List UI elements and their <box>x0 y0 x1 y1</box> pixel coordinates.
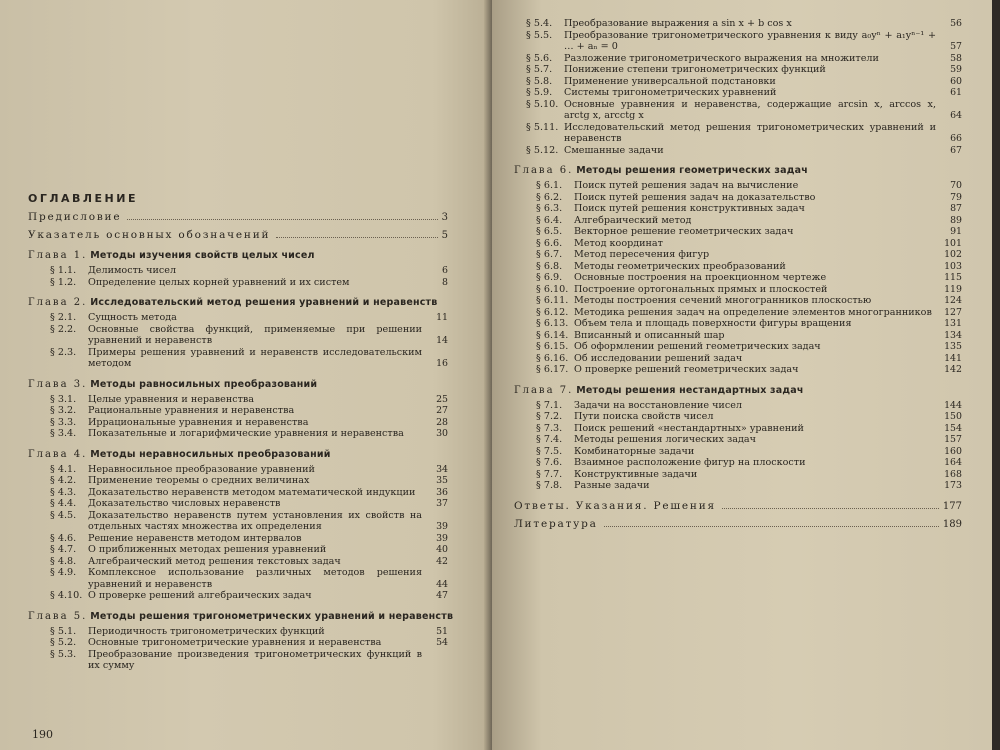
leader-dots <box>722 508 939 509</box>
section-page: 14 <box>436 335 448 346</box>
chapter-heading <box>514 385 962 396</box>
section-page: 141 <box>944 352 962 364</box>
section-page: 60 <box>950 75 962 87</box>
toc-section-entry <box>536 364 962 376</box>
section-page: 79 <box>950 191 962 203</box>
section-page: 58 <box>950 52 962 64</box>
left-chapters <box>28 250 454 672</box>
toc-heading: ОГЛАВЛЕНИЕ <box>28 192 138 205</box>
chapter-5-continued <box>526 18 962 156</box>
section-page: 34 <box>436 463 448 475</box>
section-title: Смешанные задачи <box>564 144 664 156</box>
toc-section-entry <box>50 498 448 510</box>
section-page: 8 <box>442 276 448 288</box>
section-page: 150 <box>944 411 962 422</box>
toc-section-entry <box>536 238 962 250</box>
notation-title: Указатель основных обозначений <box>28 229 271 241</box>
section-title: Комплексное использование различных методов решения уравнений и неравенств <box>88 567 422 590</box>
toc-section-entry <box>536 353 962 365</box>
toc-section-entry <box>50 510 448 533</box>
toc-section-entry <box>526 87 962 99</box>
section-number: § 5.10. <box>526 98 559 110</box>
toc-section-entry <box>50 394 448 406</box>
section-title: Объем тела и площадь поверхности фигуры вращения <box>574 318 852 329</box>
section-title: Сущность метода <box>88 312 177 323</box>
section-title: Пути поиска свойств чисел <box>574 411 714 422</box>
section-number: § 3.2. <box>50 405 77 416</box>
section-number: § 5.5. <box>526 29 553 41</box>
section-page: 119 <box>944 283 962 295</box>
toc-section-entry <box>536 307 962 319</box>
section-number: § 5.2. <box>50 637 77 648</box>
chapter-sections <box>536 180 962 376</box>
section-number: § 3.1. <box>50 393 77 405</box>
toc-section-entry <box>536 203 962 215</box>
section-page: 36 <box>436 486 448 498</box>
toc-section-entry <box>526 53 962 65</box>
section-page: 87 <box>950 203 962 214</box>
chapter-title: Методы равносильных преобразований <box>90 378 318 390</box>
section-number: § 3.4. <box>50 428 77 439</box>
section-number: § 6.1. <box>536 180 563 191</box>
section-number: § 5.9. <box>526 87 553 98</box>
section-page: 124 <box>944 295 962 306</box>
toc-section-entry <box>50 464 448 476</box>
section-number: § 2.1. <box>50 312 77 323</box>
section-page: 168 <box>944 468 962 480</box>
chapter-label: Глава 4. <box>28 448 88 460</box>
section-number: § 4.4. <box>50 498 77 509</box>
section-title: Метод пересечения фигур <box>574 249 710 260</box>
section-number: § 7.7. <box>536 468 563 480</box>
section-page: 144 <box>944 399 962 411</box>
chapter-heading <box>28 610 454 622</box>
toc-section-entry <box>50 417 448 429</box>
section-page: 35 <box>436 475 448 486</box>
left-page <box>0 0 492 750</box>
section-title: Метод координат <box>574 237 663 249</box>
section-number: § 7.5. <box>536 445 563 457</box>
page-edge <box>992 0 1000 750</box>
section-number: § 6.6. <box>536 237 563 249</box>
section-number: § 6.3. <box>536 203 563 214</box>
section-number: § 2.3. <box>50 346 77 358</box>
section-number: § 6.15. <box>536 341 569 352</box>
section-title: О проверке решений алгебраических задач <box>88 590 312 601</box>
section-number: § 3.3. <box>50 416 77 428</box>
section-number: § 4.7. <box>50 544 77 555</box>
section-title: Понижение степени тригонометрических функций <box>564 64 826 75</box>
section-page: 134 <box>944 329 962 341</box>
section-page: 127 <box>944 306 962 318</box>
section-title: Вписанный и описанный шар <box>574 329 725 341</box>
toc-section-entry <box>536 400 962 412</box>
section-number: § 5.11. <box>526 121 559 133</box>
section-title: Разложение тригонометрического выражения на множители <box>564 52 879 64</box>
section-page: 30 <box>436 428 448 439</box>
section-number: § 7.6. <box>536 457 563 468</box>
section-number: § 5.6. <box>526 52 553 64</box>
section-number: § 7.4. <box>536 434 563 445</box>
chapter-title: Методы неравносильных преобразований <box>90 448 331 460</box>
section-title: Основные уравнения и неравенства, содержащие arcsin x, arccos x, arctg x, arcctg x <box>564 98 936 121</box>
right-page <box>492 0 992 750</box>
chapter-title: Методы решения нестандартных задач <box>576 384 804 396</box>
chapter-heading <box>28 449 448 460</box>
toc-section-entry <box>50 405 448 417</box>
toc-section-entry <box>536 341 962 353</box>
section-page: 164 <box>944 457 962 468</box>
toc-section-entry <box>536 434 962 446</box>
section-number: § 4.10. <box>50 590 83 601</box>
section-number: § 4.2. <box>50 475 77 486</box>
section-title: Преобразование тригонометрического уравнения к виду a₀yⁿ + a₁yⁿ⁻¹ + … + aₙ = 0 <box>564 29 936 52</box>
section-page: 115 <box>944 272 962 283</box>
section-number: § 4.9. <box>50 567 77 578</box>
section-number: § 6.9. <box>536 272 563 283</box>
toc-section-entry <box>536 318 962 330</box>
section-number: § 6.2. <box>536 191 563 203</box>
section-title: Основные построения на проекционном чертеже <box>574 272 827 283</box>
section-title: Периодичность тригонометрических функций <box>88 625 325 637</box>
section-title: Поиск решений «нестандартных» уравнений <box>574 422 804 434</box>
section-number: § 7.8. <box>536 480 563 491</box>
toc-section-entry <box>536 180 962 192</box>
section-title: Поиск путей решения задач на доказательство <box>574 191 816 203</box>
section-title: Определение целых корней уравнений и их систем <box>88 276 350 288</box>
section-title: Основные свойства функций, применяемые при решении уравнений и неравенств <box>88 323 422 346</box>
section-title: Применение теоремы о средних величинах <box>88 475 310 486</box>
chapter-title: Методы изучения свойств целых чисел <box>90 250 315 261</box>
section-page: 16 <box>436 358 448 369</box>
section-title: Основные тригонометрические уравнения и неравенства <box>88 637 382 648</box>
chapter-sections <box>536 400 962 492</box>
preface-entry <box>28 211 448 223</box>
toc-section-entry <box>50 567 448 590</box>
toc-section-entry <box>50 347 448 370</box>
section-title: Рациональные уравнения и неравенства <box>88 405 295 416</box>
section-title: Примеры решения уравнений и неравенств исследовательским методом <box>88 346 422 369</box>
section-page: 70 <box>950 180 962 191</box>
leader-dots <box>276 237 437 238</box>
section-page: 56 <box>950 18 962 29</box>
section-number: § 4.6. <box>50 532 77 544</box>
toc-section-entry <box>536 446 962 458</box>
chapter-sections <box>50 312 448 370</box>
literature-page: 189 <box>942 518 962 530</box>
section-number: § 6.12. <box>536 306 569 318</box>
section-number: § 6.14. <box>536 329 569 341</box>
toc-section-entry <box>50 626 448 638</box>
section-number: § 6.16. <box>536 352 569 364</box>
section-number: § 6.5. <box>536 226 563 237</box>
chapter-title: Исследовательский метод решения уравнений и неравенств <box>90 297 438 308</box>
section-number: § 4.3. <box>50 486 77 498</box>
section-page: 102 <box>944 249 962 260</box>
section-page: 57 <box>950 41 962 52</box>
section-title: Преобразование выражения a sin x + b cos x <box>564 18 792 29</box>
section-title: Решение неравенств методом интервалов <box>88 532 302 544</box>
toc-section-entry <box>50 277 448 289</box>
section-number: § 6.8. <box>536 260 563 272</box>
chapter-heading <box>28 250 448 261</box>
section-title: Построение ортогональных прямых и плоскостей <box>574 283 828 295</box>
toc-section-entry <box>536 295 962 307</box>
toc-section-entry <box>50 475 448 487</box>
toc-section-entry <box>526 145 962 157</box>
section-number: § 2.2. <box>50 323 77 335</box>
toc-section-entry <box>536 457 962 469</box>
section-number: § 6.4. <box>536 214 563 226</box>
section-title: О приближенных методах решения уравнений <box>88 544 327 555</box>
toc-section-entry <box>536 226 962 238</box>
toc-section-entry <box>50 556 448 568</box>
section-number: § 6.13. <box>536 318 569 329</box>
toc-section-entry <box>536 261 962 273</box>
section-page: 135 <box>944 341 962 352</box>
toc-section-entry <box>536 330 962 342</box>
toc-section-entry <box>526 30 962 53</box>
section-title: Доказательство числовых неравенств <box>88 498 281 509</box>
section-title: Разные задачи <box>574 480 650 491</box>
toc-section-entry <box>526 76 962 88</box>
section-title: Взаимное расположение фигур на плоскости <box>574 457 806 468</box>
chapter-title: Методы решения геометрических задач <box>576 165 808 176</box>
section-number: § 6.7. <box>536 249 563 260</box>
section-number: § 6.10. <box>536 283 569 295</box>
section-number: § 4.5. <box>50 509 77 521</box>
toc-section-entry <box>50 265 448 277</box>
section-page: 131 <box>944 318 962 329</box>
section-title: Поиск путей решения задач на вычисление <box>574 180 799 191</box>
preface-title: Предисловие <box>28 211 122 223</box>
section-number: § 4.1. <box>50 463 77 475</box>
section-number: § 5.3. <box>50 648 77 660</box>
section-title: Конструктивные задачи <box>574 468 698 480</box>
section-number: § 7.3. <box>536 422 563 434</box>
chapter-label: Глава 7. <box>514 384 574 396</box>
section-title: Целые уравнения и неравенства <box>88 393 255 405</box>
section-number: § 1.2. <box>50 276 77 288</box>
section-page: 91 <box>950 226 962 237</box>
answers-entry <box>514 500 962 512</box>
section-page: 173 <box>944 480 962 491</box>
section-title: Алгебраический метод решения текстовых задач <box>88 555 341 567</box>
section-title: Алгебраический метод <box>574 214 692 226</box>
toc-section-entry <box>50 533 448 545</box>
section-number: § 4.8. <box>50 555 77 567</box>
toc-section-entry <box>536 480 962 492</box>
toc-section-entry <box>526 99 962 122</box>
section-number: § 6.17. <box>536 364 569 375</box>
section-title: Векторное решение геометрических задач <box>574 226 794 237</box>
section-title: Исследовательский метод решения тригонометрических уравнений и неравенств <box>564 121 936 144</box>
section-title: Методы геометрических преобразований <box>574 260 786 272</box>
section-title: Системы тригонометрических уравнений <box>564 87 777 98</box>
section-number: § 7.2. <box>536 411 563 422</box>
section-page: 39 <box>436 532 448 544</box>
section-number: § 6.11. <box>536 295 569 306</box>
toc-section-entry <box>526 64 962 76</box>
section-title: Иррациональные уравнения и неравенства <box>88 416 309 428</box>
section-page: 44 <box>436 578 448 590</box>
chapter-label: Глава 5. <box>28 610 88 622</box>
toc-section-entry <box>536 469 962 481</box>
answers-page: 177 <box>942 500 962 512</box>
toc-section-entry <box>50 487 448 499</box>
section-page: 66 <box>950 133 962 144</box>
section-number: § 5.7. <box>526 64 553 75</box>
section-number: § 7.1. <box>536 399 563 411</box>
left-toc <box>28 192 454 672</box>
section-title: Об исследовании решений задач <box>574 352 743 364</box>
chapter-heading <box>28 297 448 308</box>
toc-section-entry <box>50 590 448 602</box>
chapter-label: Глава 1. <box>28 250 88 261</box>
leader-dots <box>127 219 437 220</box>
section-page: 40 <box>436 544 448 555</box>
toc-section-entry <box>536 192 962 204</box>
right-chapters <box>514 165 962 492</box>
chapter-sections <box>50 394 448 440</box>
toc-section-entry <box>50 312 448 324</box>
chapter-sections <box>50 626 448 672</box>
section-title: Задачи на восстановление чисел <box>574 399 742 411</box>
chapter-label: Глава 6. <box>514 165 574 176</box>
section-title: Показательные и логарифмические уравнения и неравенства <box>88 428 404 439</box>
section-number: § 5.4. <box>526 18 553 29</box>
toc-section-entry <box>536 284 962 296</box>
section-title: Комбинаторные задачи <box>574 445 695 457</box>
literature-entry <box>514 518 962 530</box>
section-page: 39 <box>436 521 448 532</box>
chapter-label: Глава 3. <box>28 378 88 390</box>
chapter-sections <box>50 464 448 602</box>
section-title: Делимость чисел <box>88 265 177 276</box>
toc-section-entry <box>536 249 962 261</box>
section-page: 103 <box>944 260 962 272</box>
section-page: 89 <box>950 214 962 226</box>
section-page: 101 <box>944 237 962 249</box>
chapter-title: Методы решения тригонометрических уравнений и неравенств <box>90 610 454 622</box>
section-page: 157 <box>944 434 962 445</box>
section-number: § 1.1. <box>50 265 77 276</box>
chapter-sections <box>50 265 448 288</box>
section-title: Поиск путей решения конструктивных задач <box>574 203 805 214</box>
section-title: Неравносильное преобразование уравнений <box>88 463 315 475</box>
section-page: 142 <box>944 364 962 375</box>
notation-entry <box>28 229 448 241</box>
chapter-heading <box>514 165 962 176</box>
page-number: 190 <box>32 728 53 741</box>
section-title: Доказательство неравенств путем установления их свойств на отдельных частях множества их определения <box>88 509 422 532</box>
section-title: Об оформлении решений геометрических задач <box>574 341 821 352</box>
section-title: Применение универсальной подстановки <box>564 75 776 87</box>
section-page: 11 <box>436 312 448 323</box>
chapter-heading <box>28 379 448 390</box>
section-page: 47 <box>436 590 448 601</box>
toc-section-entry <box>50 637 448 649</box>
chapter-label: Глава 2. <box>28 297 88 308</box>
toc-section-entry <box>526 122 962 145</box>
section-page: 42 <box>436 555 448 567</box>
toc-section-entry <box>536 423 962 435</box>
section-page: 154 <box>944 422 962 434</box>
toc-section-entry <box>526 18 962 30</box>
toc-section-entry <box>536 215 962 227</box>
section-page: 59 <box>950 64 962 75</box>
section-page: 28 <box>436 416 448 428</box>
toc-section-entry <box>536 411 962 423</box>
toc-section-entry <box>50 324 448 347</box>
toc-section-entry <box>50 544 448 556</box>
right-toc <box>514 18 962 536</box>
section-page: 64 <box>950 110 962 121</box>
section-page: 27 <box>436 405 448 416</box>
section-page: 54 <box>436 637 448 648</box>
section-page: 25 <box>436 393 448 405</box>
section-title: Методика решения задач на определение элементов многогранников <box>574 306 932 318</box>
section-page: 37 <box>436 498 448 509</box>
section-page: 61 <box>950 87 962 98</box>
toc-section-entry <box>536 272 962 284</box>
answers-title: Ответы. Указания. Решения <box>514 499 716 512</box>
literature-title: Литература <box>514 517 598 530</box>
section-number: § 5.1. <box>50 625 77 637</box>
section-page: 160 <box>944 445 962 457</box>
section-title: Методы решения логических задач <box>574 434 756 445</box>
notation-page: 5 <box>441 230 448 241</box>
preface-page: 3 <box>441 212 448 223</box>
toc-section-entry <box>50 428 448 440</box>
section-page: 51 <box>436 625 448 637</box>
section-page: 6 <box>442 265 448 276</box>
section-number: § 5.8. <box>526 75 553 87</box>
section-title: Доказательство неравенств методом математической индукции <box>88 486 416 498</box>
leader-dots <box>604 526 939 527</box>
section-page: 67 <box>950 144 962 156</box>
section-number: § 5.12. <box>526 144 559 156</box>
section-title: Преобразование произведения тригонометрических функций в их сумму <box>88 648 422 671</box>
section-title: Методы построения сечений многогранников плоскостью <box>574 295 872 306</box>
section-title: О проверке решений геометрических задач <box>574 364 799 375</box>
toc-section-entry <box>50 649 448 672</box>
